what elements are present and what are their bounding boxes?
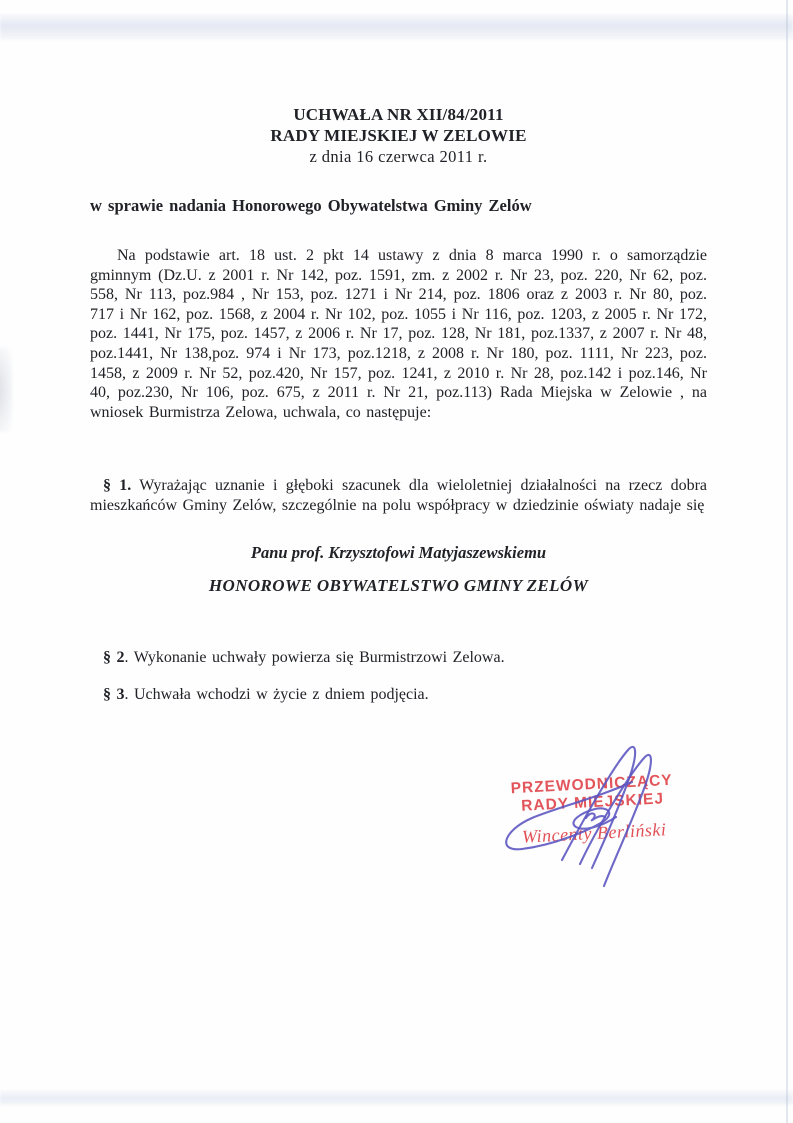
stamp-chairman-name: Wincenty Berliński — [521, 819, 667, 847]
handwritten-signature — [492, 734, 672, 886]
resolution-number: UCHWAŁA NR XII/84/2011 — [293, 105, 504, 124]
honoree-name-line: Panu prof. Krzysztofowi Matyjaszewskiemu — [250, 543, 547, 562]
signature-stroke-tall-2 — [580, 755, 651, 886]
scan-artifact-top-band — [0, 14, 793, 40]
section-3-symbol: § 3 — [103, 686, 125, 703]
scan-artifact-right-edge — [786, 0, 788, 1123]
section-2-text: . Wykonanie uchwały powierza się Burmistrzowi Zelowa. — [124, 649, 505, 666]
document-header — [90, 104, 707, 167]
section-2-symbol: § 2 — [103, 649, 125, 666]
section-3-paragraph — [90, 685, 707, 705]
honor-title-line: HONOROWE OBYWATELSTWO GMINY ZELÓW — [208, 576, 589, 595]
section-2-paragraph — [90, 648, 707, 668]
stamp-title-line-1: PRZEWODNICZĄCY — [510, 771, 674, 798]
council-name: RADY MIEJSKIEJ W ZELOWIE — [270, 126, 527, 145]
legal-basis-paragraph: Na podstawie art. 18 ust. 2 pkt 14 ustawy z dnia 8 marca 1990 r. o samorządzie gminnym (Dz.U. z 2001 r. Nr 142, poz. 1591, zm. z 2002 r. Nr 23, poz. 220, Nr 62, poz. 558, Nr 113, poz.984 , Nr 153, poz. 1271 i Nr 214, poz. 1806 oraz z 2003 r. Nr 80, poz. 717 i Nr 162, poz. 1568, z 2004 r. Nr 102, poz. 1055 i Nr 116, poz. 1203, z 2005 r. Nr 172, poz. 1441, Nr 175, poz. 1457, z 2006 r. Nr 17, poz. 128, Nr 181, poz.1337, z 2007 r. Nr 48, poz.1441, Nr 138,poz. 974 i Nr 173, poz.1218, z 2008 r. Nr 180, poz. 1111, Nr 223, poz. 1458, z 2009 r. Nr 52, poz.420, Nr 157, poz. 1241, z 2010 r. Nr 28, poz.142 i poz.146, Nr 40, poz.230, Nr 106, poz. 675, z 2011 r. Nr 21, poz.113) Rada Miejska w Zelowie , na wniosek Burmistrza Zelowa, uchwala, co następuje: — [90, 247, 707, 421]
subject-line: w sprawie nadania Honorowego Obywatelstwa Gminy Zelów — [90, 196, 532, 215]
resolution-date: z dnia 16 czerwca 2011 r. — [309, 147, 488, 166]
scan-artifact-bottom-band — [0, 1090, 793, 1106]
signature-stroke-scribble — [586, 813, 605, 820]
signature-stroke-flourish — [506, 782, 632, 849]
section-1-paragraph — [90, 476, 707, 516]
section-1-text: Wyrażając uznanie i głęboki szacunek dla wieloletniej działalności na rzecz dobra mieszkańców Gminy Zelów, szczególnie na polu współpracy w dziedzinie oświaty nadaje się — [90, 477, 707, 514]
stamp-title-line-2: RADY MIEJSKIEJ — [520, 790, 665, 815]
section-1-symbol: § 1. — [103, 477, 132, 494]
section-3-text: . Uchwała wchodzi w życie z dniem podjęcia. — [124, 686, 429, 703]
scan-artifact-left-smudge — [0, 348, 12, 432]
